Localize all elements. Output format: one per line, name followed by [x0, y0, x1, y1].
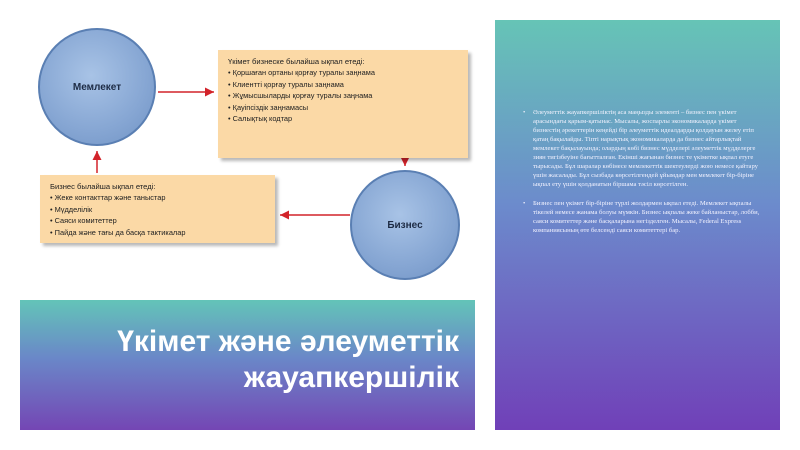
state-label: Мемлекет: [72, 81, 122, 93]
gov-box-item: • Қауіпсіздік заңнамасы: [228, 102, 309, 112]
biz-box-item: • Жеке контакттар және таныстар: [50, 193, 166, 203]
gov-box-item: • Жұмысшыларды қорғау туралы заңнама: [228, 91, 373, 101]
business-circle: [350, 170, 460, 280]
bullet-text: Әлеуметтік жауапкершіліктің аса маңызды элементі – бизнес пен үкімет арасындағы қарым-қатынас. Мысалы, жоспарлы экономикаларда үкімет бизнестің әрекеттерін кеңейді бір әлеуметтік идеалдарды қолдауын желеу етіп қатаң бақылайды. Тіпті нарықтық экономикаларда да бизнес айтарлықтай мемлекет бақылауында; олардың көбі бизнес мүдделері әлеуметтік мүдделерге зиян тигізбеуіне бағытталған. Екінші жағынан бизнес те үкіметке ықпал етуге тырысады. Бұл шаралар көбінесе мемлекеттік шектеулерді жою немесе қайтару үшін жасалады. Бұл сызбада көрсетілгендей ұйымдар мен мемлекет бір-біріне ықпал ету үшін қолданатын біршама тәсіл көрсетілген.: [533, 109, 758, 188]
bullet-text: Бизнес пен үкімет бір-біріне түрлі жолдармен ықпал етеді. Мемлекет ықпалы тікелей немесе жанама болуы мүмкін. Бизнес ықпалы жеке байланыстар, лобби, саяси комитеттер және басқаларына негізделген. Мысалы, Federal Express компаниясының өте белсенді саяси комитеттері бар.: [533, 200, 760, 234]
gov-box-item: • Клиентті қорғау туралы заңнама: [228, 79, 344, 89]
gov-box-item: • Қоршаған ортаны қорғау туралы заңнама: [228, 68, 375, 78]
biz-box-item: • Мүдделілік: [50, 204, 93, 214]
biz-box-item: • Пайда және тағы да басқа тактикалар: [50, 227, 186, 237]
text-panel: [495, 20, 780, 430]
business-influence-box: [40, 175, 275, 243]
gov-box-title: Үкімет бизнеске былайша ықпал етеді:: [228, 57, 365, 66]
bullet-dot-icon: •: [523, 200, 526, 207]
influence-diagram: [20, 20, 475, 300]
biz-box-item: • Саяси комитеттер: [50, 216, 117, 226]
bullet-item: [523, 108, 765, 189]
biz-box-title: Бизнес былайша ықпал етеді:: [50, 182, 156, 191]
government-influence-box: [218, 50, 468, 158]
state-circle: [38, 28, 156, 146]
bullet-list: [523, 108, 765, 245]
slide-title-line2: жауапкершілік: [243, 361, 459, 394]
business-label: Бизнес: [387, 219, 423, 231]
gov-box-item: • Салықтық кодтар: [228, 114, 293, 124]
bullet-item: [523, 199, 765, 235]
title-banner: [20, 300, 475, 430]
slide-title-line1: Үкімет және әлеуметтік: [117, 325, 459, 358]
slide-title: [117, 324, 459, 396]
bullet-dot-icon: •: [523, 109, 526, 116]
